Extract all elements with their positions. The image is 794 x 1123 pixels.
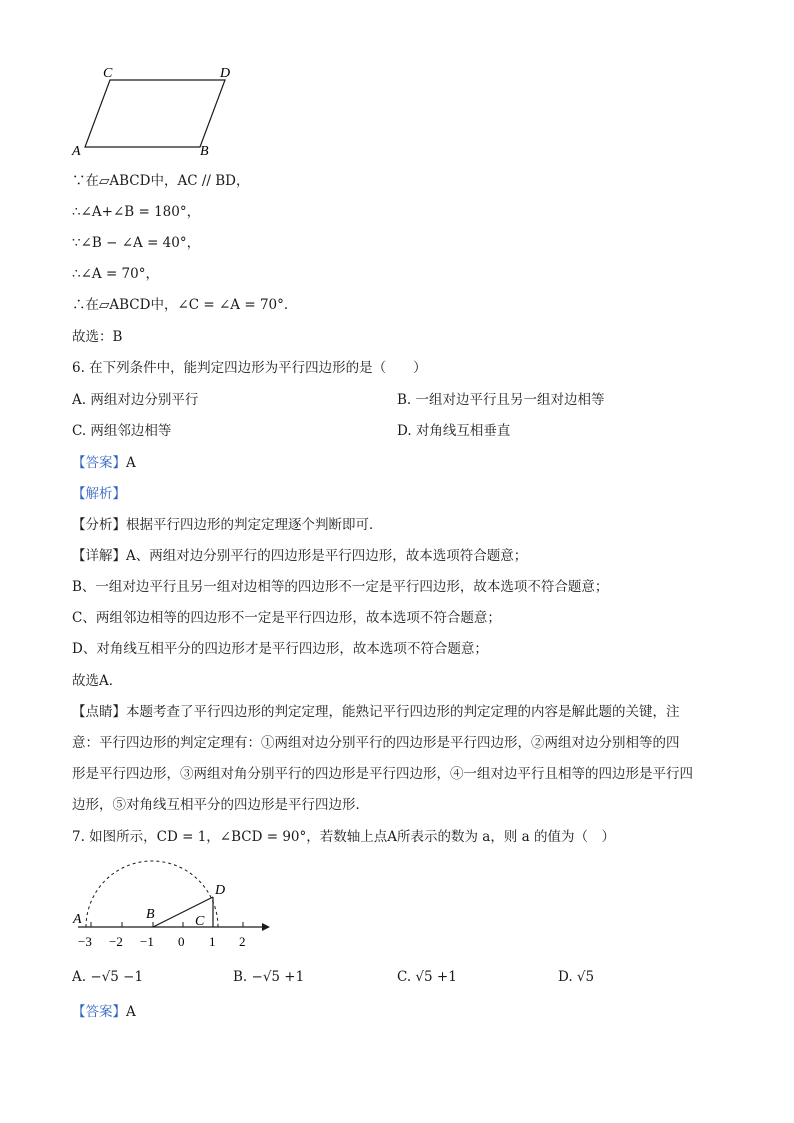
xiangjie-row-c: C、两组邻边相等的四边形不一定是平行四边形，故本选项不符合题意； — [72, 610, 501, 626]
fenxi-text: 根据平行四边形的判定定理逐个判断即可． — [126, 517, 383, 533]
parallelogram-shape — [85, 80, 225, 147]
question-6-option-d: D. 对角线互相垂直 — [397, 423, 511, 439]
xiangjie-tag: 【详解】 — [72, 548, 126, 564]
xiangjie-row-b: B、一组对边平行且另一组对边相等的四边形不一定是平行四边形，故本选项不符合题意； — [72, 579, 609, 595]
label-A: A — [72, 144, 81, 159]
solution-line-1: ∵在▱ABCD中，AC // BD， — [72, 173, 250, 189]
question-6-option-a: A. 两组对边分别平行 — [72, 392, 199, 408]
number-line-figure — [0, 860, 794, 950]
answer-value: A — [126, 1004, 136, 1020]
solution-choice: 故选：B — [72, 329, 123, 345]
question-6-option-b: B. 一组对边平行且另一组对边相等 — [397, 392, 605, 408]
answer-value: A — [126, 455, 136, 471]
answer-tag: 【答案】 — [72, 1004, 126, 1020]
question-7-option-c: C. √5 +1 — [397, 969, 457, 985]
dianjing-tag: 【点睛】 — [72, 704, 126, 720]
point-label-c: C — [195, 914, 205, 929]
dianjing-row-2: 意：平行四边形的判定定理有：①两组对边分别平行的四边形是平行四边形，②两组对边分别相等的四 — [72, 735, 680, 751]
dianjing-row-3: 形是平行四边形，③两组对角分别平行的四边形是平行四边形，④一组对边平行且相等的四边形是平行四 — [72, 766, 693, 782]
dianjing-text-1: 本题考查了平行四边形的判定定理，能熟记平行四边形的判定定理的内容是解此题的关键，注 — [126, 704, 680, 720]
answer-row-6 — [72, 454, 136, 472]
parallelogram-figure — [0, 0, 794, 170]
answer-row-7 — [72, 1003, 136, 1021]
tick-label: 1 — [209, 934, 216, 949]
xiangjie-text-a: A、两组对边分别平行的四边形是平行四边形，故本选项符合题意； — [126, 548, 528, 564]
solution-line-5: ∴在▱ABCD中，∠C = ∠A = 70°． — [72, 297, 298, 313]
solution-line-4: ∴∠A = 70°， — [72, 266, 159, 282]
fenxi-row-6 — [72, 516, 383, 534]
question-6-stem: 6. 在下列条件中，能判定四边形为平行四边形的是（ ） — [72, 360, 427, 376]
question-7-option-b: B. −√5 +1 — [233, 969, 305, 985]
point-label-b: B — [146, 907, 155, 922]
tick-label: −2 — [109, 934, 123, 949]
analysis-tag: 【解析】 — [72, 486, 126, 502]
tick-label: 0 — [178, 934, 185, 949]
solution-line-3: ∵∠B − ∠A = 40°， — [72, 235, 201, 251]
xiangjie-row-a — [72, 547, 527, 565]
tick-marks — [91, 922, 243, 927]
analysis-row-6 — [72, 485, 126, 503]
question-7-stem: 7. 如图所示，CD = 1，∠BCD = 90°，若数轴上点A所表示的数为 a，则 a 的值为（ ） — [72, 829, 615, 845]
question-7-option-d: D. √5 — [558, 969, 595, 985]
point-label-d: D — [215, 883, 226, 898]
fenxi-tag: 【分析】 — [72, 517, 126, 533]
tick-label: −1 — [140, 934, 154, 949]
tick-label: 2 — [239, 934, 246, 949]
label-D: D — [220, 66, 231, 81]
dianjing-row-1 — [72, 703, 680, 721]
xiangjie-row-d: D、对角线互相平分的四边形才是平行四边形，故本选项不符合题意； — [72, 641, 488, 657]
axis-arrow — [262, 923, 270, 931]
point-label-a: A — [73, 912, 82, 927]
tick-label: −3 — [78, 934, 92, 949]
label-C: C — [103, 66, 113, 81]
dianjing-row-4: 边形，⑤对角线互相平分的四边形是平行四边形． — [72, 797, 369, 813]
question-7-option-a: A. −√5 −1 — [72, 969, 144, 985]
question-6-option-c: C. 两组邻边相等 — [72, 423, 172, 439]
label-B: B — [200, 144, 209, 159]
solution-line-2: ∴∠A+∠B = 180°， — [72, 204, 201, 220]
answer-tag: 【答案】 — [72, 455, 126, 471]
question-6-choice: 故选A． — [72, 673, 123, 689]
